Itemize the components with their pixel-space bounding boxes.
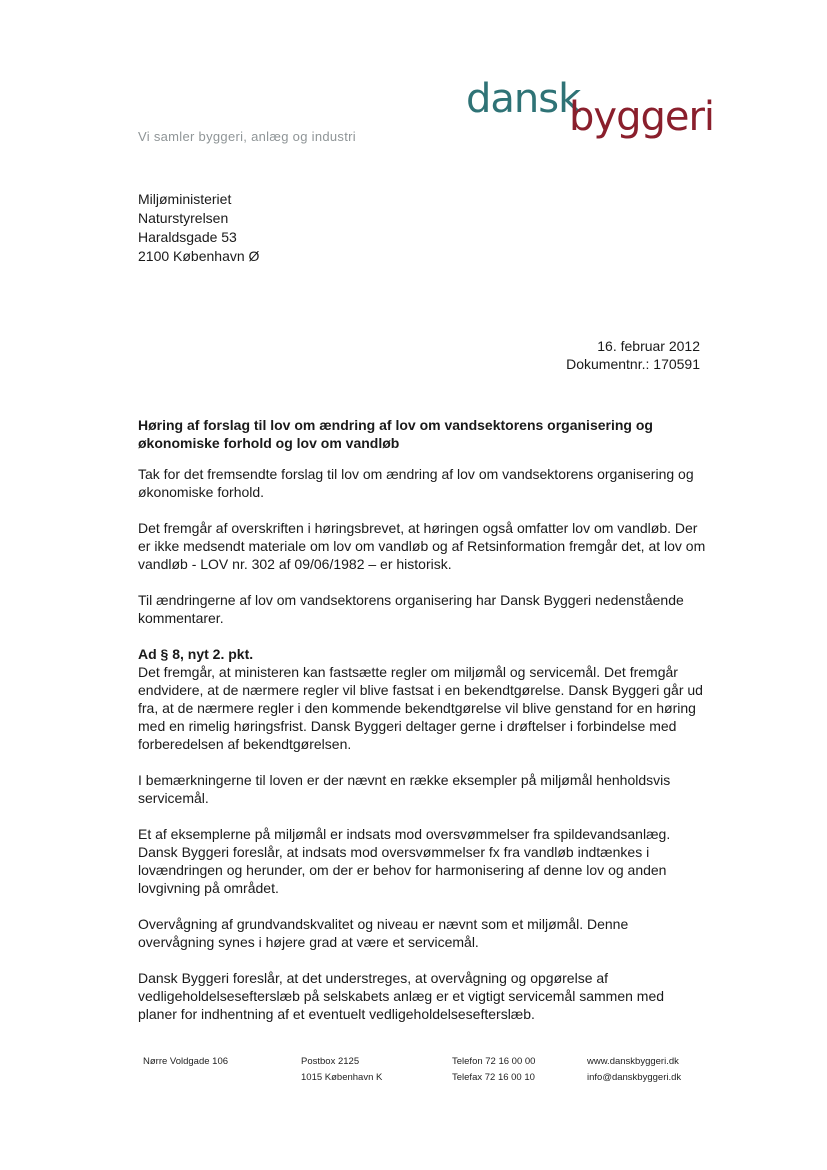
- letter-date: 16. februar 2012: [597, 338, 700, 354]
- paragraph: Dansk Byggeri foreslår, at det understreges, at overvågning og opgørelse af vedligeholdelsesefterslæb på selskabets anlæg er et vigtigt servicemål sammen med planer for indhentning af et eventuelt vedligeholdelsesefterslæb.: [138, 970, 665, 1022]
- paragraph: Til ændringerne af lov om vandsektorens organisering har Dansk Byggeri nedenstående kommentarer.: [138, 592, 684, 626]
- document-number: Dokumentnr.: 170591: [566, 356, 700, 372]
- footer-street: Nørre Voldgade 106: [143, 1056, 229, 1067]
- section-heading: Ad § 8, nyt 2. pkt.: [138, 646, 254, 662]
- logo-word-byggeri: byggeri: [569, 94, 715, 140]
- recipient-line: Naturstyrelsen: [138, 210, 229, 226]
- letter-meta: [566, 337, 700, 373]
- footer-telefax: Telefax 72 16 00 10: [452, 1072, 535, 1083]
- paragraph: Et af eksemplerne på miljømål er indsats mod oversvømmelser fra spildevandsanlæg. Dansk Byggeri foreslår, at indsats mod oversvømmelser fx fra vandløb indtænkes i lovændringen og herunder, om der er behov for harmonisering af denne lov og anden lovgivning på området.: [138, 826, 671, 896]
- recipient-line: Haraldsgade 53: [138, 229, 237, 245]
- recipient-line: 2100 København Ø: [138, 248, 260, 264]
- footer-phone: [452, 1054, 535, 1086]
- recipient-line: Miljøministeriet: [138, 191, 232, 207]
- footer-postcity: 1015 København K: [301, 1072, 383, 1083]
- footer-address: [143, 1054, 228, 1070]
- letter-body: [138, 416, 706, 1041]
- footer-postbox: [301, 1054, 382, 1086]
- footer-telephone: Telefon 72 16 00 00: [452, 1056, 536, 1067]
- tagline: Vi samler byggeri, anlæg og industri: [138, 129, 356, 144]
- paragraph: I bemærkningerne til loven er der nævnt en række eksempler på miljømål henholdsvis servicemål.: [138, 772, 671, 806]
- footer-postbox-line: Postbox 2125: [301, 1056, 360, 1067]
- dansk-byggeri-logo: [466, 76, 715, 150]
- paragraph: Overvågning af grundvandskvalitet og niveau er nævnt som et miljømål. Denne overvågning synes i højere grad at være et servicemål.: [138, 916, 629, 950]
- logo-word-dansk: dansk: [466, 76, 581, 122]
- paragraph: Det fremgår, at ministeren kan fastsætte regler om miljømål og servicemål. Det fremgår endvidere, at de nærmere regler vil blive fastsat i en bekendtgørelse. Dansk Byggeri går ud fra, at de nærmere regler i den kommende bekendtgørelse vil blive genstand for en høring med en rimelig høringsfrist. Dansk Byggeri deltager gerne i drøftelser i forbindelse med forberedelsen af bekendtgørelsen.: [138, 664, 703, 752]
- letter-subject: Høring af forslag til lov om ændring af lov om vandsektorens organisering og økonomiske forhold og lov om vandløb: [138, 417, 653, 451]
- recipient-address: [138, 190, 259, 266]
- paragraph: Tak for det fremsendte forslag til lov om ændring af lov om vandsektorens organisering og økonomiske forhold.: [138, 466, 694, 500]
- footer-email-link[interactable]: info@danskbyggeri.dk: [587, 1072, 682, 1083]
- paragraph: Det fremgår af overskriften i høringsbrevet, at høringen også omfatter lov om vandløb. Der er ikke medsendt materiale om lov om vandløb og af Retsinformation fremgår det, at lov om vandløb - LOV nr. 302 af 09/06/1982 – er historisk.: [138, 520, 706, 572]
- footer-web-link[interactable]: www.danskbyggeri.dk: [587, 1056, 679, 1067]
- footer-contact: [587, 1054, 681, 1086]
